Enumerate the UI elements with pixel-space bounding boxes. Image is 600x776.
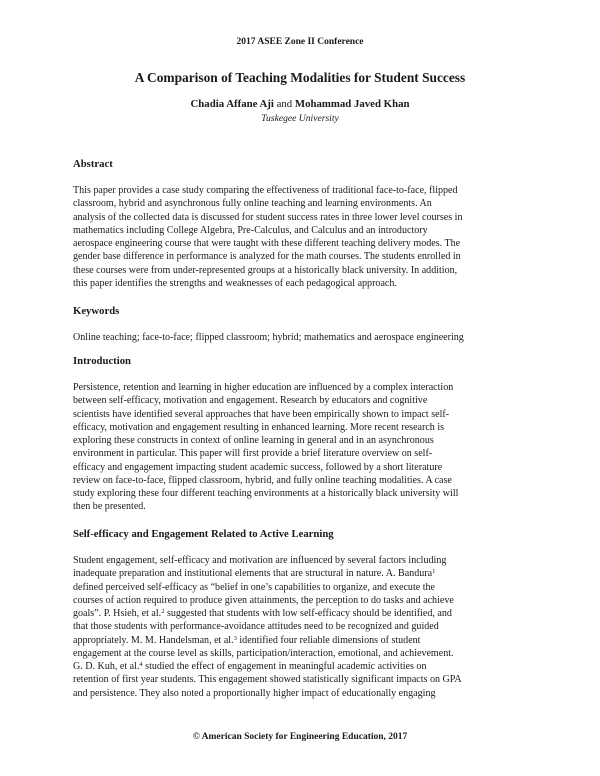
text-line xyxy=(73,567,543,580)
reference-number: 1 xyxy=(432,568,436,576)
affiliation: Tuskegee University xyxy=(261,113,339,124)
reference-number: 2 xyxy=(161,608,165,615)
author-conjunction: and xyxy=(273,98,295,110)
text-line xyxy=(73,581,543,594)
text-line: between self-efficacy, motivation and engagement. Research by educators and cognitive xyxy=(73,395,428,407)
text-fragment: engagement at the course level as skills, participation/interaction, emotional, and achievement. xyxy=(73,647,454,659)
selfefficacy-heading: Self-efficacy and Engagement Related to Active Learning xyxy=(73,528,334,540)
text-line xyxy=(73,647,543,660)
text-line xyxy=(73,594,543,607)
text-line: mathematics including College Algebra, Pre-Calculus, and Calculus and an introductory xyxy=(73,224,428,236)
text-line: This paper provides a case study comparing the effectiveness of traditional face-to-face, flipped xyxy=(73,185,458,196)
introduction-body xyxy=(73,381,543,514)
text-line: scientists have identified several approaches that have been empirically shown to impact self- xyxy=(73,408,450,420)
text-line: efficacy and engagement impacting student academic success, followed by a short literature xyxy=(73,461,443,473)
text-line xyxy=(73,687,543,700)
selfefficacy-body xyxy=(73,554,543,700)
text-fragment: and persistence. They also noted a proportionally higher impact of educationally engaging xyxy=(73,687,436,699)
conference-header: 2017 ASEE Zone II Conference xyxy=(236,37,364,47)
text-line xyxy=(73,607,543,620)
text-fragment: that those students with performance-avoidance attitudes need to be recognized and guided xyxy=(73,621,439,633)
text-fragment: identified four reliable dimensions of student xyxy=(236,634,421,646)
text-line: efficacy, motivation and engagement resulting in enhanced learning. More recent research is xyxy=(73,421,445,433)
text-line: classroom, hybrid and asynchronous fully online teaching and learning environments. An xyxy=(73,198,432,210)
text-line: then be presented. xyxy=(73,501,146,513)
keywords-line: Online teaching; face-to-face; flipped classroom; hybrid; mathematics and aerospace engineering xyxy=(73,332,464,343)
text-line: gender base difference in performance is analyzed for the math courses. The students enrolled in xyxy=(73,251,461,263)
text-fragment: defined perceived self-efficacy as “belief in one’s capabilities to organize, and execute the xyxy=(73,581,435,593)
text-line: review on face-to-face, flipped classroom, hybrid, and fully online teaching modalities. A case xyxy=(73,474,452,486)
reference-number: 3 xyxy=(233,634,237,642)
text-line: environment in particular. This paper will first provide a brief literature overview on self- xyxy=(73,448,433,460)
author-list xyxy=(0,98,600,110)
text-line: aerospace engineering course that were taught with these different teaching delivery modes. The xyxy=(73,238,461,249)
text-fragment: Student engagement, self-efficacy and motivation are influenced by several factors including xyxy=(73,555,447,566)
text-line xyxy=(73,634,543,647)
text-line xyxy=(73,660,543,673)
paper-title: A Comparison of Teaching Modalities for Student Success xyxy=(134,70,466,85)
reference-number: 4 xyxy=(139,661,143,668)
text-line: study exploring these four different teaching environments at a historically black university will xyxy=(73,488,459,499)
text-line: this paper identifies the strengths and weaknesses of each pedagogical approach. xyxy=(73,277,397,289)
text-line xyxy=(73,673,543,686)
abstract-heading: Abstract xyxy=(73,158,113,170)
text-fragment: courses of action required to produce given attainments, the perception to do tasks and achieve xyxy=(73,594,454,606)
text-line: Persistence, retention and learning in higher education are influenced by a complex interaction xyxy=(73,382,454,393)
text-fragment: studied the effect of engagement in meaningful academic activities on xyxy=(142,661,427,672)
text-fragment: suggested that students with low self-efficacy should be identified, and xyxy=(164,608,452,619)
abstract-body xyxy=(73,184,543,290)
text-line: these courses were from under-represented groups at a historically black university. In addition, xyxy=(73,264,458,276)
text-line: exploring these constructs in context of online learning in general and in an asynchronous xyxy=(73,435,434,446)
keywords-heading: Keywords xyxy=(73,305,120,317)
text-fragment: inadequate preparation and institutional elements that are structural in nature. A. Bandura xyxy=(73,568,433,580)
introduction-heading: Introduction xyxy=(73,355,132,367)
text-fragment: G. D. Kuh, et al. xyxy=(73,661,140,672)
author-1: Chadia Affane Aji xyxy=(190,98,274,110)
keywords-text xyxy=(73,331,543,344)
copyright-footer: © American Society for Engineering Education, 2017 xyxy=(192,732,408,742)
text-fragment: appropriately. M. M. Handelsman, et al. xyxy=(73,634,234,646)
text-line: analysis of the collected data is discussed for student success rates in three lower level courses in xyxy=(73,211,463,223)
text-line xyxy=(73,620,543,633)
text-fragment: goals”. P. Hsieh, et al. xyxy=(73,608,162,619)
text-fragment: retention of first year students. This engagement showed statistically significant impacts on GPA xyxy=(73,674,462,686)
author-2: Mohammad Javed Khan xyxy=(294,98,410,110)
text-line xyxy=(73,554,543,567)
